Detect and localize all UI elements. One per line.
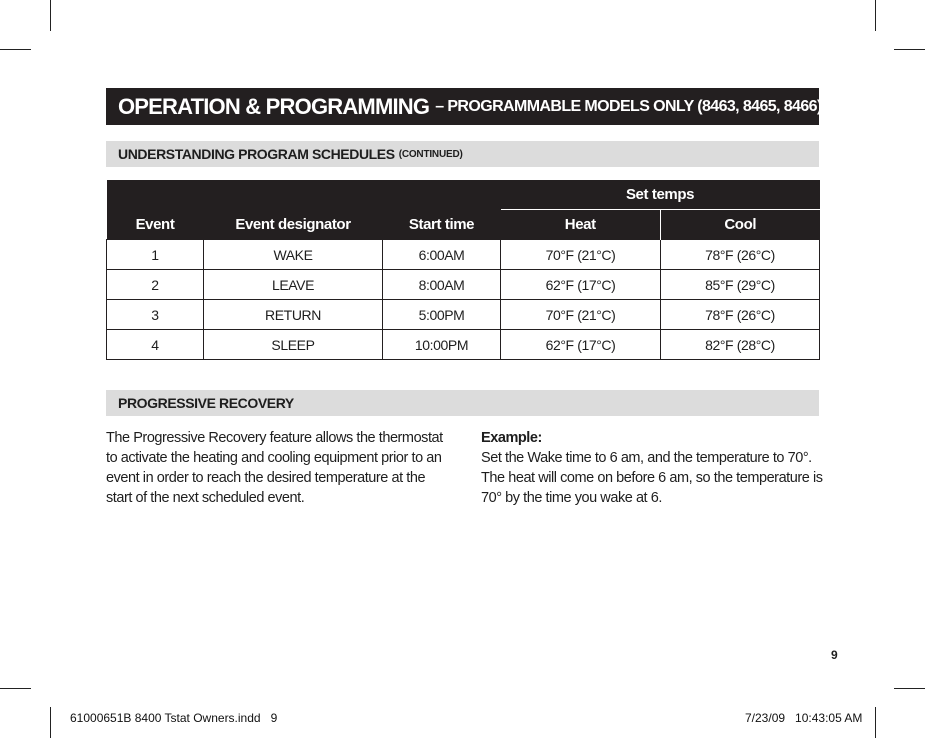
page-title: OPERATION & PROGRAMMING: [118, 93, 430, 119]
cell-designator: RETURN: [204, 300, 383, 330]
table-row: [107, 300, 820, 330]
cell-event: 1: [107, 240, 204, 270]
cell-cool: 82°F (28°C): [661, 330, 820, 360]
page-title-bar: [106, 88, 822, 125]
cell-heat: 62°F (17°C): [501, 330, 661, 360]
section-title: PROGRESSIVE RECOVERY: [118, 395, 294, 411]
cell-cool: 85°F (29°C): [661, 270, 820, 300]
cell-start-time: 5:00PM: [383, 300, 501, 330]
cell-designator: WAKE: [204, 240, 383, 270]
cell-start-time: 6:00AM: [383, 240, 501, 270]
column-header-designator: Event designator: [204, 180, 383, 240]
table-row: [107, 240, 820, 270]
crop-mark: [0, 49, 31, 50]
section-title-suffix: (CONTINUED): [398, 148, 463, 160]
cell-start-time: 8:00AM: [383, 270, 501, 300]
page-title-suffix: – PROGRAMMABLE MODELS ONLY (8463, 8465, 8466): [435, 97, 822, 115]
section-title: UNDERSTANDING PROGRAM SCHEDULES: [118, 146, 395, 162]
section-header-schedules: [106, 141, 819, 167]
page-number: 9: [831, 648, 838, 662]
cell-event: 4: [107, 330, 204, 360]
crop-mark: [894, 49, 925, 50]
column-header-set-temps: Set temps: [501, 180, 820, 210]
column-header-start-time: Start time: [383, 180, 501, 240]
crop-mark: [50, 707, 51, 738]
example-text: Set the Wake time to 6 am, and the temperature to 70°. The heat will come on before 6 am, so the temperature is 70° by the time you wake at 6.: [481, 450, 823, 506]
slug-date: 7/23/09 10:43:05 AM: [745, 711, 863, 725]
column-header-cool: Cool: [661, 210, 820, 240]
schedule-table: [106, 180, 820, 360]
crop-mark: [0, 688, 31, 689]
cell-designator: SLEEP: [204, 330, 383, 360]
cell-designator: LEAVE: [204, 270, 383, 300]
crop-mark: [50, 0, 51, 31]
column-header-heat: Heat: [501, 210, 661, 240]
cell-event: 2: [107, 270, 204, 300]
cell-heat: 62°F (17°C): [501, 270, 661, 300]
crop-mark: [894, 688, 925, 689]
cell-cool: 78°F (26°C): [661, 240, 820, 270]
crop-mark: [875, 0, 876, 31]
table-row: [107, 270, 820, 300]
table-row: [107, 330, 820, 360]
cell-event: 3: [107, 300, 204, 330]
cell-cool: 78°F (26°C): [661, 300, 820, 330]
example-label: Example:: [481, 430, 542, 446]
column-header-event: Event: [107, 180, 204, 240]
cell-heat: 70°F (21°C): [501, 240, 661, 270]
section-header-progressive-recovery: [106, 390, 819, 416]
cell-start-time: 10:00PM: [383, 330, 501, 360]
cell-heat: 70°F (21°C): [501, 300, 661, 330]
slug-filename: 61000651B 8400 Tstat Owners.indd 9: [70, 711, 278, 725]
crop-mark: [875, 707, 876, 738]
recovery-description: The Progressive Recovery feature allows the thermostat to activate the heating and cooling equipment prior to an event in order to reach the desired temperature at the start of the next scheduled event.: [106, 430, 443, 506]
recovery-example: [481, 428, 826, 508]
